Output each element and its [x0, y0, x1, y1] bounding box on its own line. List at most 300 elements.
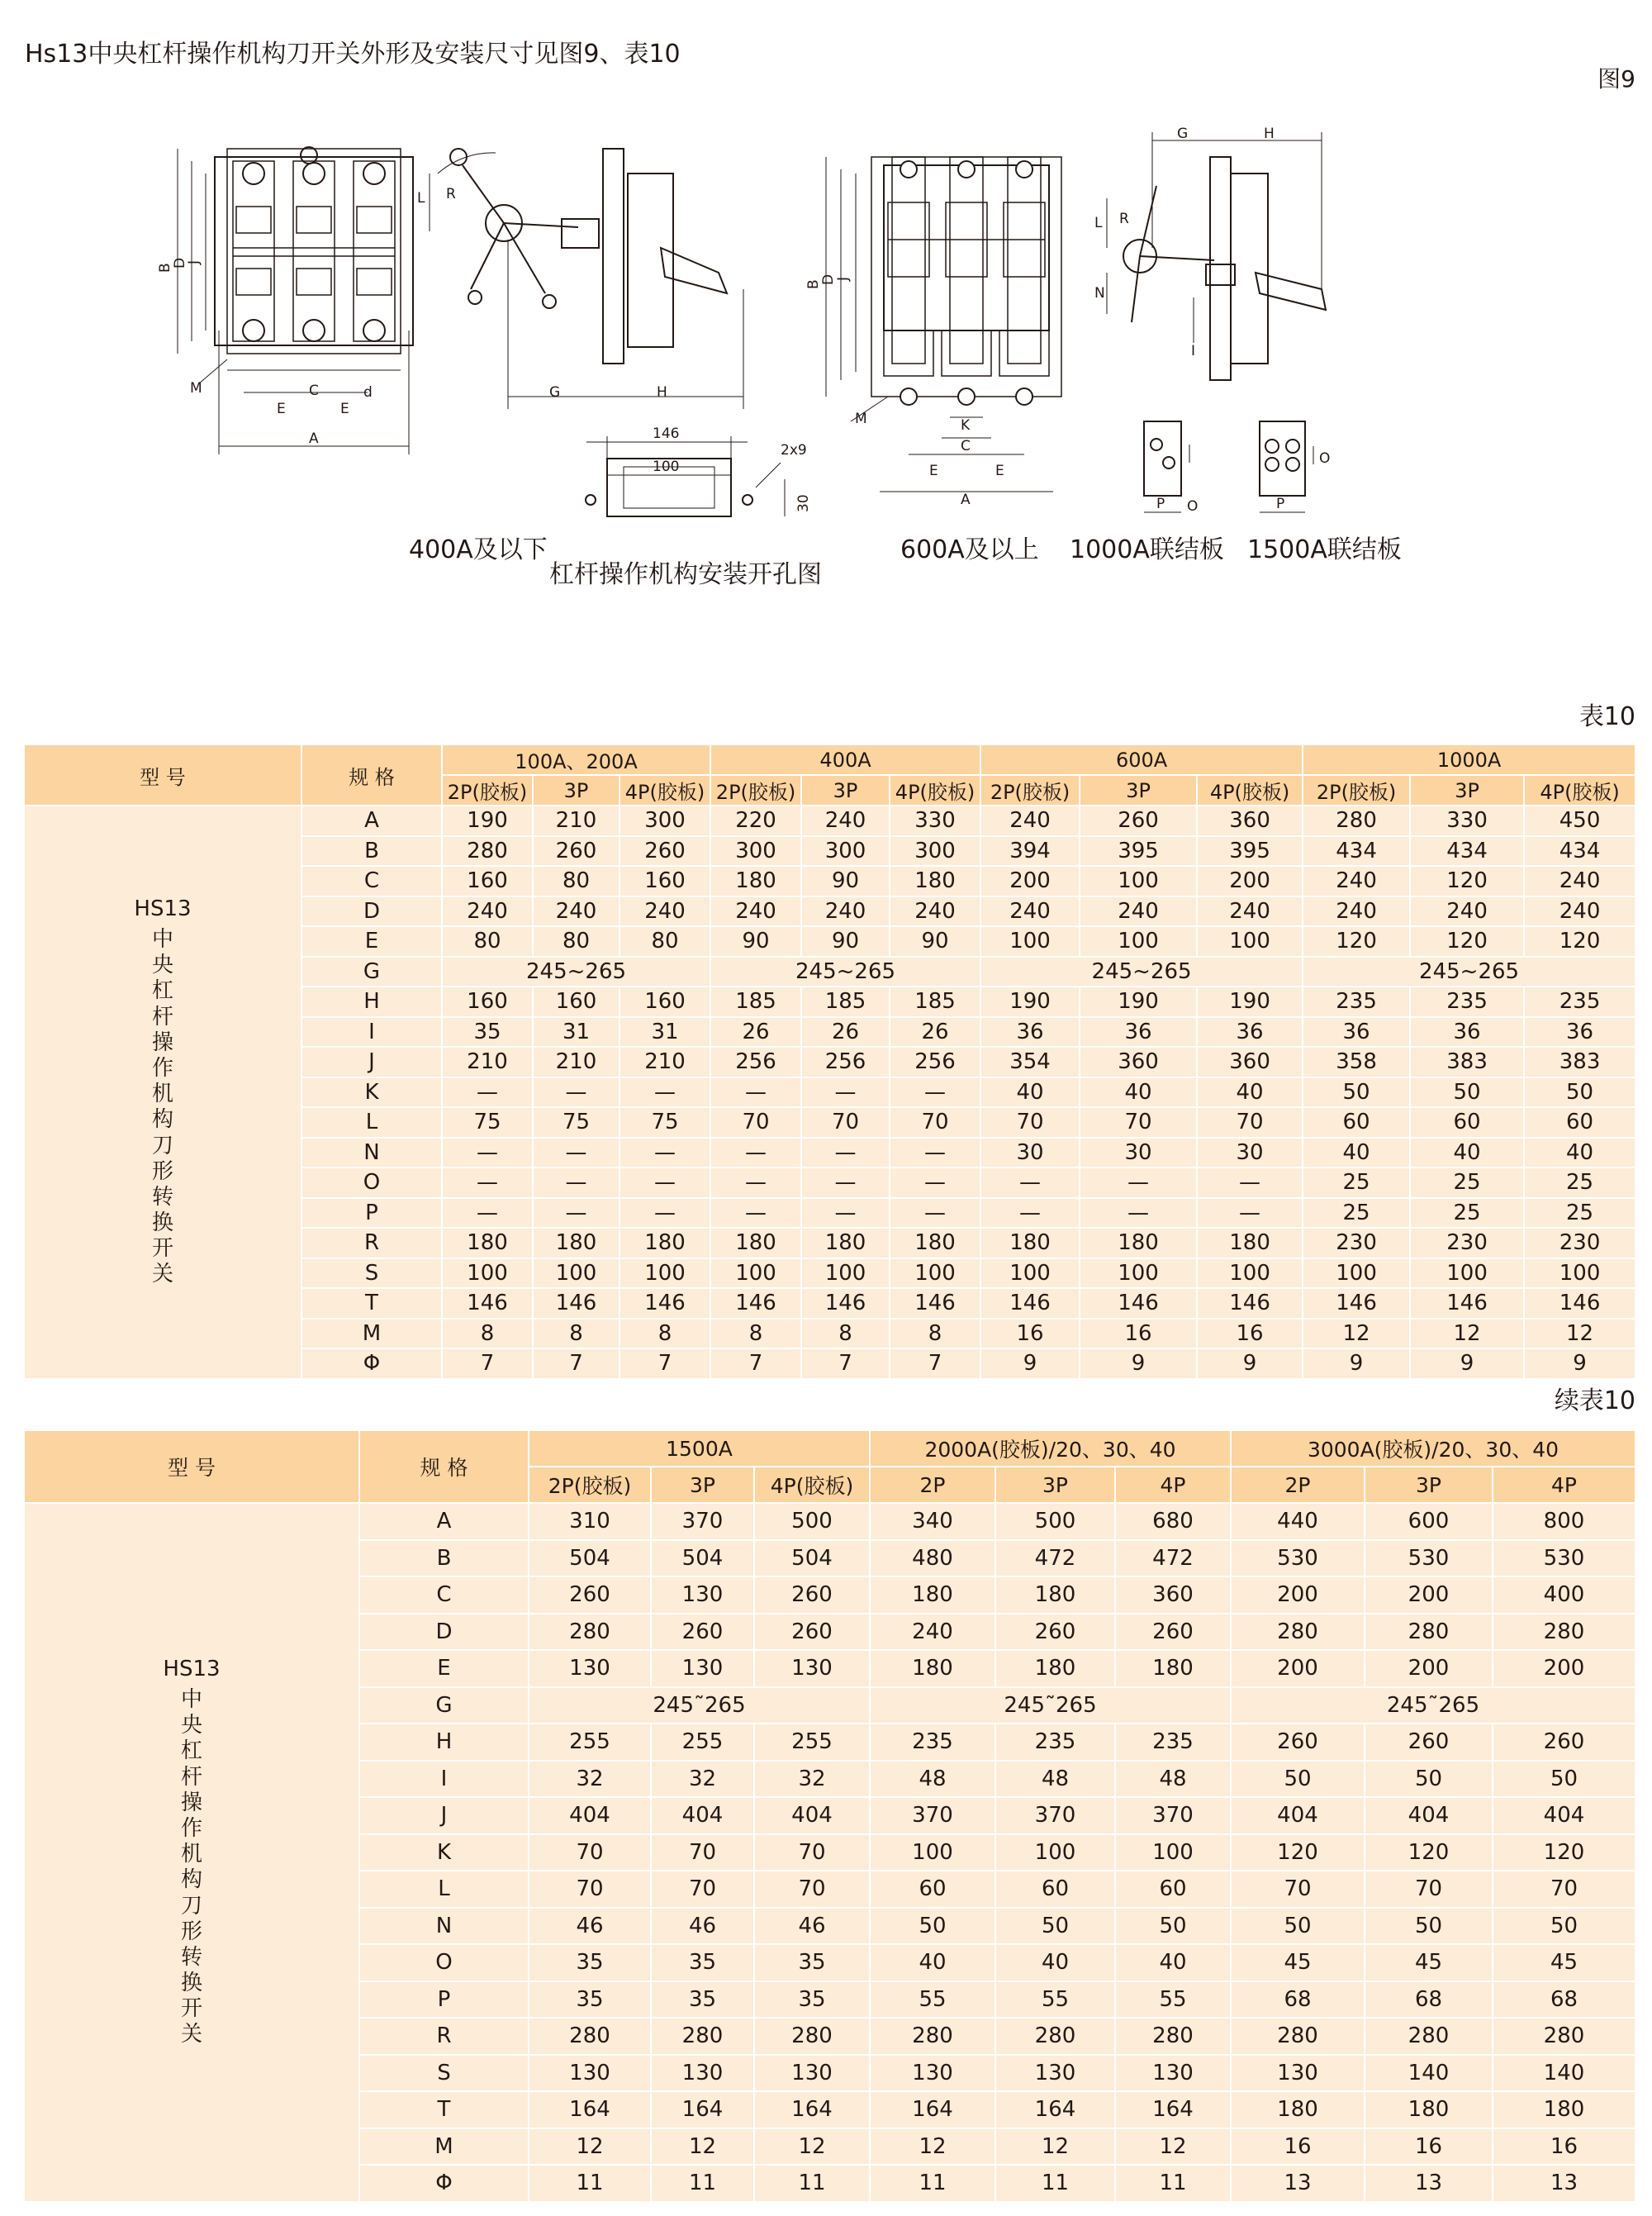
mounting-hole-plan — [586, 436, 785, 516]
value-cell: 55 — [1115, 1981, 1231, 2019]
value-cell: 50 — [1115, 1908, 1231, 1945]
value-cell: 440 — [1231, 1503, 1365, 1540]
value-cell: 146 — [1524, 1288, 1635, 1319]
value-cell: 404 — [651, 1797, 754, 1834]
value-cell: 146 — [1410, 1288, 1524, 1319]
dim-g2-label: G — [1177, 126, 1189, 142]
dim-g-label: G — [549, 384, 561, 401]
value-cell: 8 — [890, 1319, 980, 1349]
subheader-cell: 2P(胶板) — [980, 775, 1080, 806]
value-cell: 16 — [1493, 2128, 1635, 2166]
value-cell: 70 — [710, 1107, 801, 1138]
value-cell: — — [890, 1138, 980, 1168]
value-cell: 280 — [754, 2018, 870, 2055]
value-cell: — — [710, 1077, 801, 1108]
value-cell: 68 — [1365, 1981, 1493, 2019]
value-cell: 90 — [801, 926, 890, 957]
spec-cell: E — [301, 926, 442, 957]
value-cell: 240 — [1197, 896, 1303, 927]
spec-cell: N — [301, 1138, 442, 1168]
subheader-cell: 2P(胶板) — [710, 775, 801, 806]
value-cell: 75 — [442, 1107, 533, 1138]
value-cell: 12 — [1524, 1319, 1635, 1349]
value-cell: 50 — [995, 1908, 1115, 1945]
dim-a2-label: A — [961, 492, 971, 508]
value-cell: 11 — [870, 2165, 995, 2202]
value-cell: 35 — [754, 1944, 870, 1981]
value-cell: 235 — [1115, 1724, 1231, 1761]
value-cell: 255 — [651, 1724, 754, 1761]
value-cell: 404 — [1231, 1797, 1365, 1834]
value-cell: 235 — [870, 1724, 995, 1761]
value-cell: 360 — [1080, 1047, 1197, 1077]
subheader-cell: 2P(胶板) — [442, 775, 533, 806]
value-cell: 280 — [870, 2018, 995, 2055]
value-cell: 100 — [1080, 866, 1197, 896]
group-header: 1000A — [1303, 745, 1635, 775]
spec-cell: K — [301, 1077, 442, 1108]
value-cell: — — [801, 1167, 890, 1198]
value-cell: 9 — [1524, 1348, 1635, 1379]
value-cell: 100 — [1080, 926, 1197, 957]
value-cell: 180 — [995, 1650, 1115, 1687]
value-cell: 300 — [620, 806, 710, 836]
value-cell: 46 — [754, 1908, 870, 1945]
value-cell: — — [533, 1138, 620, 1168]
spec-cell: L — [301, 1107, 442, 1138]
value-cell: 395 — [1080, 836, 1197, 867]
value-cell: 383 — [1410, 1047, 1524, 1077]
spec-cell: J — [359, 1797, 529, 1834]
spec-cell: B — [301, 836, 442, 867]
value-cell: 16 — [1080, 1319, 1197, 1349]
value-cell: 130 — [1231, 2055, 1365, 2092]
value-cell: 185 — [710, 987, 801, 1017]
value-cell: 13 — [1231, 2165, 1365, 2202]
value-cell: 370 — [651, 1503, 754, 1540]
value-cell: 8 — [801, 1319, 890, 1349]
value-cell: 130 — [529, 1650, 651, 1687]
value-cell: 40 — [1410, 1138, 1524, 1168]
value-cell: 9 — [1410, 1348, 1524, 1379]
value-cell: 280 — [529, 2018, 651, 2055]
value-cell: 395 — [1197, 836, 1303, 867]
dim-e-label: E — [277, 401, 286, 417]
value-cell: 25 — [1524, 1198, 1635, 1229]
value-cell: 146 — [1303, 1288, 1410, 1319]
value-cell: — — [442, 1138, 533, 1168]
spec-cell: A — [359, 1503, 529, 1540]
value-cell: 146 — [890, 1288, 980, 1319]
value-cell: 400 — [1493, 1576, 1635, 1614]
value-cell: 240 — [801, 896, 890, 927]
value-cell: 200 — [1231, 1650, 1365, 1687]
value-cell: 240 — [442, 896, 533, 927]
value-cell: 383 — [1524, 1047, 1635, 1077]
value-cell: 120 — [1524, 926, 1635, 957]
value-cell: 140 — [1365, 2055, 1493, 2092]
value-cell: 100 — [890, 1258, 980, 1289]
dim-d2-label: D — [820, 273, 837, 285]
dim-o-label: O — [1187, 498, 1199, 515]
value-cell: — — [890, 1077, 980, 1108]
value-cell: 70 — [890, 1107, 980, 1138]
dim-b2-label: B — [805, 279, 822, 289]
value-cell: 240 — [1410, 896, 1524, 927]
value-cell: 36 — [1197, 1017, 1303, 1048]
value-cell: 146 — [1080, 1288, 1197, 1319]
value-cell: 504 — [651, 1540, 754, 1577]
value-cell: 360 — [1197, 1047, 1303, 1077]
value-cell: 255 — [529, 1724, 651, 1761]
value-cell: 35 — [529, 1981, 651, 2019]
value-cell: 50 — [1410, 1077, 1524, 1108]
value-cell: 68 — [1231, 1981, 1365, 2019]
value-cell: 245˜265 — [870, 1687, 1231, 1724]
value-cell: 8 — [710, 1319, 801, 1349]
spec-cell: Φ — [359, 2165, 529, 2202]
value-cell: 30 — [1197, 1138, 1303, 1168]
dim-100-label: 100 — [653, 459, 680, 475]
value-cell: 235 — [1524, 987, 1635, 1017]
value-cell: 472 — [1115, 1540, 1231, 1577]
spec-cell: O — [359, 1944, 529, 1981]
value-cell: 260 — [529, 1576, 651, 1614]
value-cell: — — [801, 1198, 890, 1229]
dim-r2-label: R — [1119, 211, 1129, 227]
value-cell: 36 — [1410, 1017, 1524, 1048]
value-cell: 100 — [620, 1258, 710, 1289]
value-cell: 80 — [533, 866, 620, 896]
value-cell: 50 — [1493, 1761, 1635, 1798]
spec-cell: I — [359, 1761, 529, 1798]
spec-cell: R — [301, 1228, 442, 1258]
dim-146-label: 146 — [653, 426, 680, 442]
value-cell: — — [442, 1167, 533, 1198]
value-cell: 240 — [1524, 896, 1635, 927]
value-cell: 70 — [1365, 1871, 1493, 1908]
switch-600a-side-view — [1107, 132, 1326, 380]
dim-h-label: H — [657, 384, 667, 401]
model-cell — [25, 806, 301, 1379]
value-cell: 9 — [1080, 1348, 1197, 1379]
subheader-cell: 2P(胶板) — [529, 1467, 651, 1503]
value-cell: 180 — [1080, 1228, 1197, 1258]
value-cell: 120 — [1231, 1834, 1365, 1871]
value-cell: 90 — [890, 926, 980, 957]
value-cell: 130 — [754, 1650, 870, 1687]
value-cell: 130 — [529, 2055, 651, 2092]
value-cell: 100 — [1303, 1258, 1410, 1289]
dim-k-label: K — [961, 417, 971, 434]
value-cell: 100 — [1115, 1834, 1231, 1871]
value-cell: 70 — [651, 1834, 754, 1871]
value-cell: 100 — [533, 1258, 620, 1289]
table-row — [25, 806, 1635, 836]
value-cell: 45 — [1365, 1944, 1493, 1981]
value-cell: 130 — [1115, 2055, 1231, 2092]
value-cell: 190 — [980, 987, 1080, 1017]
value-cell: — — [710, 1167, 801, 1198]
value-cell: 12 — [651, 2128, 754, 2166]
value-cell: — — [801, 1077, 890, 1108]
value-cell: 16 — [980, 1319, 1080, 1349]
value-cell: 190 — [1197, 987, 1303, 1017]
value-cell: 36 — [1303, 1017, 1410, 1048]
value-cell: 190 — [442, 806, 533, 836]
value-cell: 100 — [870, 1834, 995, 1871]
dim-p-label: P — [1156, 496, 1165, 512]
spec-cell: I — [301, 1017, 442, 1048]
value-cell: 40 — [1115, 1944, 1231, 1981]
connection-plate-1500a — [1260, 421, 1313, 512]
value-cell: 60 — [1524, 1107, 1635, 1138]
dim-o2-label: O — [1319, 450, 1331, 467]
spec-cell: H — [301, 987, 442, 1017]
subheader-cell: 3P — [995, 1467, 1115, 1503]
value-cell: — — [533, 1077, 620, 1108]
value-cell: 800 — [1493, 1503, 1635, 1540]
value-cell: 180 — [801, 1228, 890, 1258]
value-cell: 185 — [801, 987, 890, 1017]
value-cell: 245~265 — [710, 957, 980, 987]
value-cell: — — [620, 1198, 710, 1229]
value-cell: — — [533, 1198, 620, 1229]
spec-cell: K — [359, 1834, 529, 1871]
dim-b-label: B — [157, 263, 173, 273]
spec-cell: G — [359, 1687, 529, 1724]
value-cell: 130 — [651, 2055, 754, 2092]
value-cell: 370 — [995, 1797, 1115, 1834]
model-cell — [25, 1503, 359, 2202]
value-cell: 245~265 — [442, 957, 710, 987]
value-cell: 100 — [710, 1258, 801, 1289]
figure-label: 图9 — [1597, 65, 1635, 93]
value-cell: 235 — [1410, 987, 1524, 1017]
spec-header: 规 格 — [301, 745, 442, 806]
value-cell: 404 — [754, 1797, 870, 1834]
value-cell: 256 — [710, 1047, 801, 1077]
value-cell: 360 — [1197, 806, 1303, 836]
value-cell: 50 — [1493, 1908, 1635, 1945]
value-cell: 450 — [1524, 806, 1635, 836]
value-cell: 230 — [1410, 1228, 1524, 1258]
value-cell: 70 — [529, 1834, 651, 1871]
value-cell: 404 — [1365, 1797, 1493, 1834]
value-cell: 180 — [1197, 1228, 1303, 1258]
value-cell: 100 — [980, 926, 1080, 957]
value-cell: 40 — [1303, 1138, 1410, 1168]
value-cell: 220 — [710, 806, 801, 836]
value-cell: 160 — [620, 866, 710, 896]
value-cell: 146 — [442, 1288, 533, 1319]
value-cell: 210 — [620, 1047, 710, 1077]
value-cell: 55 — [995, 1981, 1115, 2019]
value-cell: 32 — [754, 1761, 870, 1798]
table2-label: 续表10 — [1554, 1386, 1635, 1415]
value-cell: 164 — [529, 2091, 651, 2128]
model-header: 型 号 — [25, 1431, 359, 1503]
value-cell: 130 — [995, 2055, 1115, 2092]
value-cell: — — [710, 1198, 801, 1229]
value-cell: 120 — [1410, 926, 1524, 957]
value-cell: 235 — [1303, 987, 1410, 1017]
value-cell: 7 — [710, 1348, 801, 1379]
value-cell: 60 — [1115, 1871, 1231, 1908]
value-cell: 200 — [1493, 1650, 1635, 1687]
value-cell: 330 — [890, 806, 980, 836]
value-cell: 70 — [801, 1107, 890, 1138]
value-cell: 240 — [1303, 896, 1410, 927]
value-cell: — — [1080, 1198, 1197, 1229]
value-cell: 280 — [1303, 806, 1410, 836]
subheader-cell: 4P — [1115, 1467, 1231, 1503]
value-cell: 180 — [870, 1576, 995, 1614]
value-cell: 260 — [754, 1614, 870, 1651]
value-cell: 160 — [442, 987, 533, 1017]
value-cell: 36 — [1524, 1017, 1635, 1048]
value-cell: 80 — [620, 926, 710, 957]
value-cell: 7 — [620, 1348, 710, 1379]
value-cell: 240 — [1303, 866, 1410, 896]
dim-d-small-label: d — [363, 384, 373, 401]
value-cell: 200 — [1231, 1576, 1365, 1614]
spec-cell: R — [359, 2018, 529, 2055]
value-cell: 12 — [754, 2128, 870, 2166]
value-cell: 70 — [980, 1107, 1080, 1138]
value-cell: 164 — [651, 2091, 754, 2128]
value-cell: 100 — [1410, 1258, 1524, 1289]
switch-400a-front-view — [178, 147, 413, 454]
group-header: 100A、200A — [442, 745, 710, 775]
value-cell: 164 — [1115, 2091, 1231, 2128]
spec-cell: D — [359, 1614, 529, 1651]
dim-a-label: A — [309, 430, 319, 447]
value-cell: 40 — [1524, 1138, 1635, 1168]
value-cell: 530 — [1231, 1540, 1365, 1577]
value-cell: 35 — [529, 1944, 651, 1981]
spec-cell: T — [301, 1288, 442, 1319]
dim-c-label: C — [309, 383, 319, 399]
subheader-cell: 3P — [1365, 1467, 1493, 1503]
value-cell: 370 — [870, 1797, 995, 1834]
subheader-cell: 3P — [533, 775, 620, 806]
subheader-cell: 3P — [651, 1467, 754, 1503]
value-cell: 100 — [1197, 1258, 1303, 1289]
value-cell: 60 — [870, 1871, 995, 1908]
value-cell: 146 — [1197, 1288, 1303, 1319]
value-cell: 40 — [1080, 1077, 1197, 1108]
value-cell: 50 — [1231, 1908, 1365, 1945]
value-cell: — — [1080, 1167, 1197, 1198]
value-cell: 26 — [890, 1017, 980, 1048]
value-cell: 330 — [1410, 806, 1524, 836]
value-cell: 146 — [980, 1288, 1080, 1319]
value-cell: 46 — [529, 1908, 651, 1945]
model-name: HS13 — [134, 896, 192, 921]
value-cell: — — [1197, 1167, 1303, 1198]
value-cell: 180 — [995, 1576, 1115, 1614]
value-cell: 16 — [1197, 1319, 1303, 1349]
value-cell: 70 — [1080, 1107, 1197, 1138]
value-cell: 25 — [1410, 1198, 1524, 1229]
value-cell: 50 — [870, 1908, 995, 1945]
caption-1500a-plate: 1500A联结板 — [1247, 535, 1402, 564]
value-cell: 120 — [1410, 866, 1524, 896]
value-cell: — — [533, 1167, 620, 1198]
value-cell: 25 — [1303, 1198, 1410, 1229]
dim-l2-label: L — [1094, 215, 1103, 231]
value-cell: — — [801, 1138, 890, 1168]
value-cell: 180 — [890, 866, 980, 896]
value-cell: 11 — [1115, 2165, 1231, 2202]
value-cell: 260 — [1493, 1724, 1635, 1761]
value-cell: 280 — [1365, 2018, 1493, 2055]
value-cell: 80 — [442, 926, 533, 957]
value-cell: 260 — [754, 1576, 870, 1614]
value-cell: 11 — [995, 2165, 1115, 2202]
value-cell: 280 — [1365, 1614, 1493, 1651]
connection-plate-1000a — [1144, 421, 1189, 512]
value-cell: 12 — [995, 2128, 1115, 2166]
value-cell: 9 — [1303, 1348, 1410, 1379]
group-header: 600A — [980, 745, 1303, 775]
value-cell: 164 — [995, 2091, 1115, 2128]
value-cell: 60 — [1303, 1107, 1410, 1138]
value-cell: 25 — [1524, 1167, 1635, 1198]
group-header: 3000A(胶板)/20、30、40 — [1231, 1431, 1635, 1467]
spec-cell: S — [301, 1258, 442, 1289]
value-cell: 90 — [801, 866, 890, 896]
table1-label: 表10 — [1578, 702, 1635, 731]
value-cell: 160 — [620, 987, 710, 1017]
value-cell: 200 — [1365, 1576, 1493, 1614]
value-cell: 31 — [620, 1017, 710, 1048]
value-cell: — — [620, 1167, 710, 1198]
subheader-cell: 4P(胶板) — [620, 775, 710, 806]
value-cell: 146 — [710, 1288, 801, 1319]
subheader-cell: 4P(胶板) — [1197, 775, 1303, 806]
value-cell: 13 — [1493, 2165, 1635, 2202]
value-cell: 75 — [533, 1107, 620, 1138]
spec-cell: E — [359, 1650, 529, 1687]
spec-header: 规 格 — [359, 1431, 529, 1503]
value-cell: 26 — [801, 1017, 890, 1048]
spec-cell: C — [301, 866, 442, 896]
dimension-drawings — [0, 124, 1652, 595]
value-cell: 8 — [620, 1319, 710, 1349]
value-cell: — — [710, 1138, 801, 1168]
value-cell: 404 — [529, 1797, 651, 1834]
group-header: 2000A(胶板)/20、30、40 — [870, 1431, 1231, 1467]
spec-cell: T — [359, 2091, 529, 2128]
value-cell: 180 — [1365, 2091, 1493, 2128]
spec-cell: P — [301, 1198, 442, 1229]
value-cell: 25 — [1303, 1167, 1410, 1198]
spec-cell: J — [301, 1047, 442, 1077]
value-cell: 280 — [529, 1614, 651, 1651]
value-cell: — — [980, 1198, 1080, 1229]
value-cell: 26 — [710, 1017, 801, 1048]
spec-table-1 — [25, 745, 1636, 1380]
value-cell: 240 — [870, 1614, 995, 1651]
value-cell: 36 — [1080, 1017, 1197, 1048]
value-cell: 130 — [651, 1650, 754, 1687]
subheader-cell: 3P — [801, 775, 890, 806]
value-cell: 68 — [1493, 1981, 1635, 2019]
dim-j2-label: J — [835, 276, 852, 281]
value-cell: 130 — [754, 2055, 870, 2092]
